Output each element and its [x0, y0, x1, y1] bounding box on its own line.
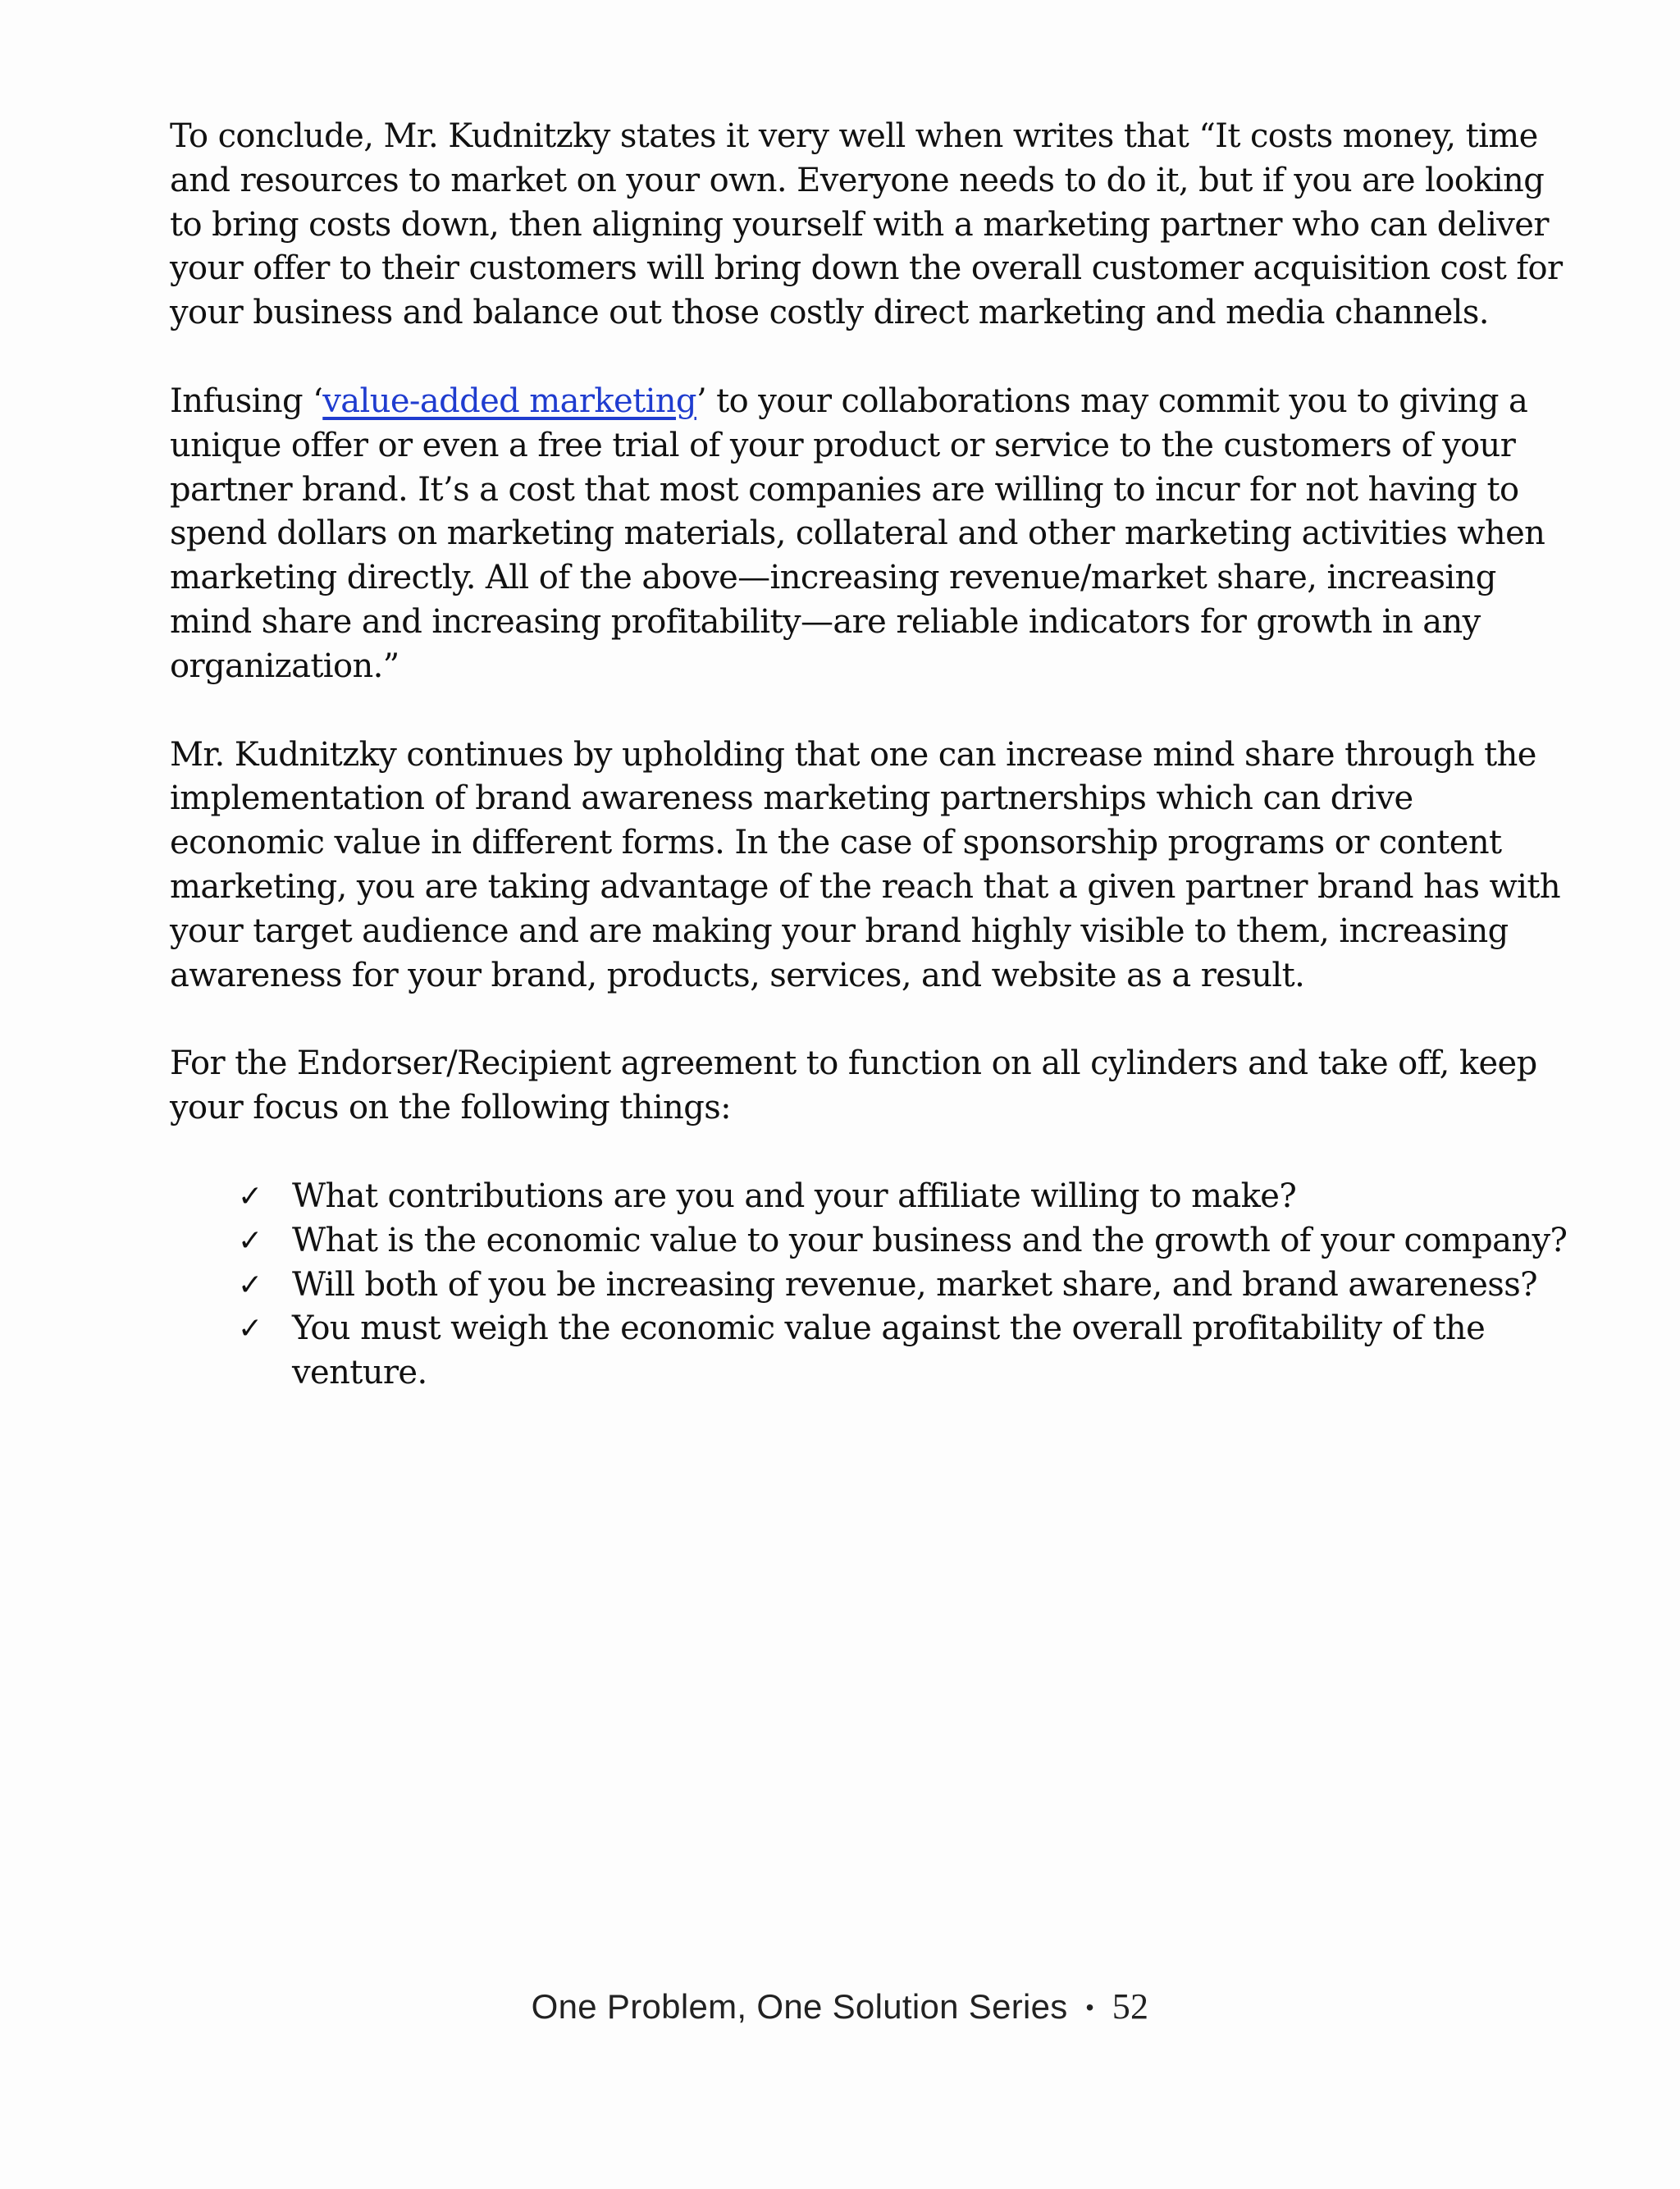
paragraph-focus-intro: For the Endorser/Recipient agreement to function on all cylinders and take off, keep your focus on the following things: [170, 1044, 1537, 1127]
checklist-item-text: Will both of you be increasing revenue, market share, and brand awareness? [292, 1265, 1537, 1304]
page-footer [0, 1986, 1680, 2027]
checklist-item [238, 1175, 1573, 1219]
value-added-marketing-link[interactable]: value-added marketing [322, 382, 696, 420]
paragraph-conclusion: To conclude, Mr. Kudnitzky states it very well when writes that “It costs money, time and resources to market on your own. Everyone needs to do it, but if you are looking to bring costs down, then aligning yourself with a marketing partner who can deliver your offer to their customers will bring down the overall customer acquisition cost for your business and balance out those costly direct marketing and media channels. [170, 117, 1563, 332]
checklist-item [238, 1307, 1573, 1396]
focus-checklist [170, 1175, 1573, 1396]
checklist-item-text: What is the economic value to your business and the growth of your company? [292, 1221, 1568, 1259]
paragraph-text-rest: ’ to your collaborations may commit you to giving a unique offer or even a free trial of your product or service to the customers of your partner brand. It’s a cost that most companies are willing to incur for not having to spend dollars on marketing materials, collateral and other marketing activities when marketing directly. All of the above—increasing revenue/market share, increasing mind share and increasing profitability—are reliable indicators for growth in any organization.” [170, 382, 1545, 685]
checkmark-icon: ✓ [238, 1223, 262, 1258]
paragraph-text-start: Infusing ‘ [170, 382, 323, 420]
footer-series-title: One Problem, One Solution Series [531, 1987, 1068, 2026]
checkmark-icon: ✓ [238, 1312, 262, 1346]
page-number: 52 [1112, 1986, 1149, 2027]
bullet-separator-icon: • [1085, 1995, 1094, 2020]
paragraph-value-added [170, 380, 1573, 689]
checklist-item-text: What contributions are you and your affiliate willing to make? [292, 1177, 1297, 1215]
checkmark-icon: ✓ [238, 1268, 262, 1302]
page-body [170, 115, 1573, 1396]
paragraph-mind-share: Mr. Kudnitzky continues by upholding that one can increase mind share through the implementation of brand awareness marketing partnerships which can drive economic value in different forms. In the case of sponsorship programs or content marketing, you are taking advantage of the reach that a given partner brand has with your target audience and are making your brand highly visible to them, increasing awareness for your brand, products, services, and website as a result. [170, 735, 1561, 994]
checklist-item [238, 1219, 1573, 1264]
checklist-item [238, 1264, 1573, 1308]
checkmark-icon: ✓ [238, 1179, 262, 1213]
checklist-item-text: You must weigh the economic value against the overall profitability of the venture. [292, 1309, 1486, 1392]
